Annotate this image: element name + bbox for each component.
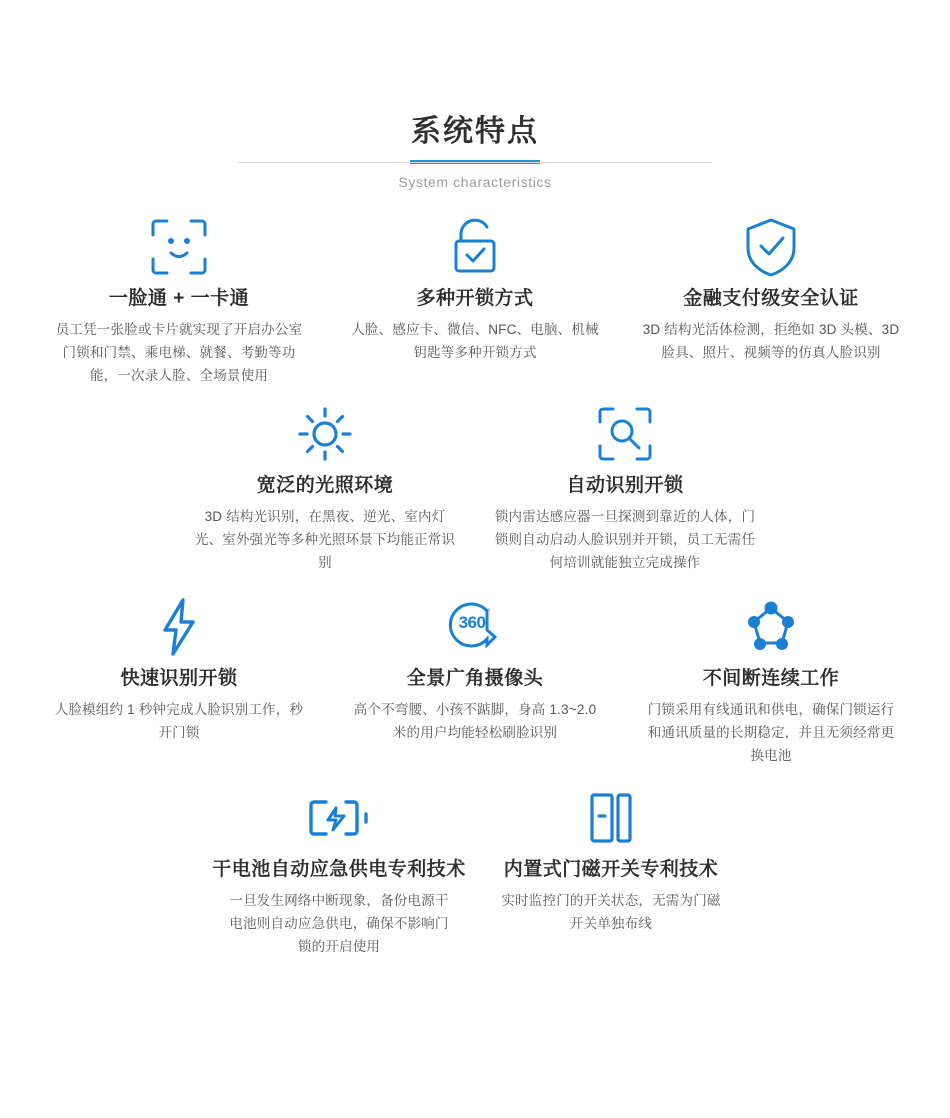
feature-desc: 高个不弯腰、小孩不踮脚，身高 1.3~2.0 米的用户均能轻松刷脸识别: [353, 702, 597, 740]
feature-desc: 人脸模组约 1 秒钟完成人脸识别工作，秒开门锁: [54, 702, 304, 740]
feature-desc: 门锁采用有线通讯和供电，确保门锁运行和通讯质量的长期稳定，并且无须经常更换电池: [647, 702, 895, 763]
feature-row-1: [0, 216, 950, 387]
feature-title: 一脸通 + 一卡通: [108, 288, 250, 309]
feature-card-battery-backup: [203, 787, 475, 958]
feature-title: 不间断连续工作: [702, 668, 840, 689]
feature-title: 宽泛的光照环境: [256, 475, 394, 496]
page-subtitle: System characteristics: [398, 174, 552, 190]
feature-desc: 3D 结构光识别，在黑夜、逆光、室内灯光、室外强光等多种光照环景下均能正常识别: [194, 509, 456, 570]
unlock-padlock-check-icon: [331, 216, 619, 278]
feature-title: 多种开锁方式: [416, 288, 534, 309]
scan-search-icon: [479, 403, 771, 465]
feature-desc: 一旦发生网络中断现象，备份电源干电池则自动应急供电，确保不影响门锁的开启使用: [229, 893, 449, 954]
lightning-bolt-icon: [35, 596, 323, 658]
door-magnetic-switch-icon: [479, 787, 743, 849]
sun-brightness-icon: [179, 403, 471, 465]
feature-row-3: [0, 596, 950, 767]
header-divider: [238, 162, 712, 163]
feature-card-fast-unlock: [31, 596, 327, 744]
feature-title: 自动识别开锁: [566, 475, 684, 496]
feature-card-multi-unlock: [327, 216, 623, 364]
panorama-degrees-label: 360: [458, 613, 486, 632]
feature-grid: [0, 216, 950, 958]
feature-row-2: [0, 403, 950, 574]
feature-card-financial-security: [623, 216, 919, 364]
feature-desc: 实时监控门的开关状态，无需为门磁开关单独布线: [501, 893, 721, 931]
feature-title: 金融支付级安全认证: [683, 288, 859, 309]
feature-card-continuous-work: [623, 596, 919, 767]
feature-card-panorama-camera: [327, 596, 623, 744]
feature-card-face-and-card: [31, 216, 327, 387]
feature-desc: 锁内雷达感应器一旦探测到靠近的人体，门锁则自动启动人脸识别并开锁，员工无需任何培训就能独立完成操作: [494, 509, 756, 570]
feature-title: 全景广角摄像头: [406, 668, 544, 689]
page-title: 系统特点: [411, 115, 539, 148]
feature-row-4: [0, 787, 950, 958]
feature-title: 内置式门磁开关专利技术: [503, 859, 719, 880]
degree-symbol: °: [487, 607, 491, 617]
feature-desc: 员工凭一张脸或卡片就实现了开启办公室门锁和门禁、乘电梯、就餐、考勤等功能，一次录人脸、全场景使用: [55, 322, 303, 383]
feature-desc: 3D 结构光活体检测，拒绝如 3D 头模、3D 脸具、照片、视频等的仿真人脸识别: [642, 322, 900, 360]
360-panorama-icon: [331, 596, 619, 658]
page-header: [0, 0, 950, 190]
feature-desc: 人脸、感应卡、微信、NFC、电脑、机械钥匙等多种开锁方式: [351, 322, 599, 360]
feature-title: 快速识别开锁: [120, 668, 238, 689]
face-id-scan-icon: [35, 216, 323, 278]
feature-card-door-magnetic-switch: [475, 787, 747, 935]
battery-charge-icon: [207, 787, 471, 849]
shield-check-icon: [627, 216, 915, 278]
feature-title: 干电池自动应急供电专利技术: [212, 859, 466, 880]
feature-card-light-environment: [175, 403, 475, 574]
network-nodes-icon: [627, 596, 915, 658]
feature-card-auto-recognition: [475, 403, 775, 574]
